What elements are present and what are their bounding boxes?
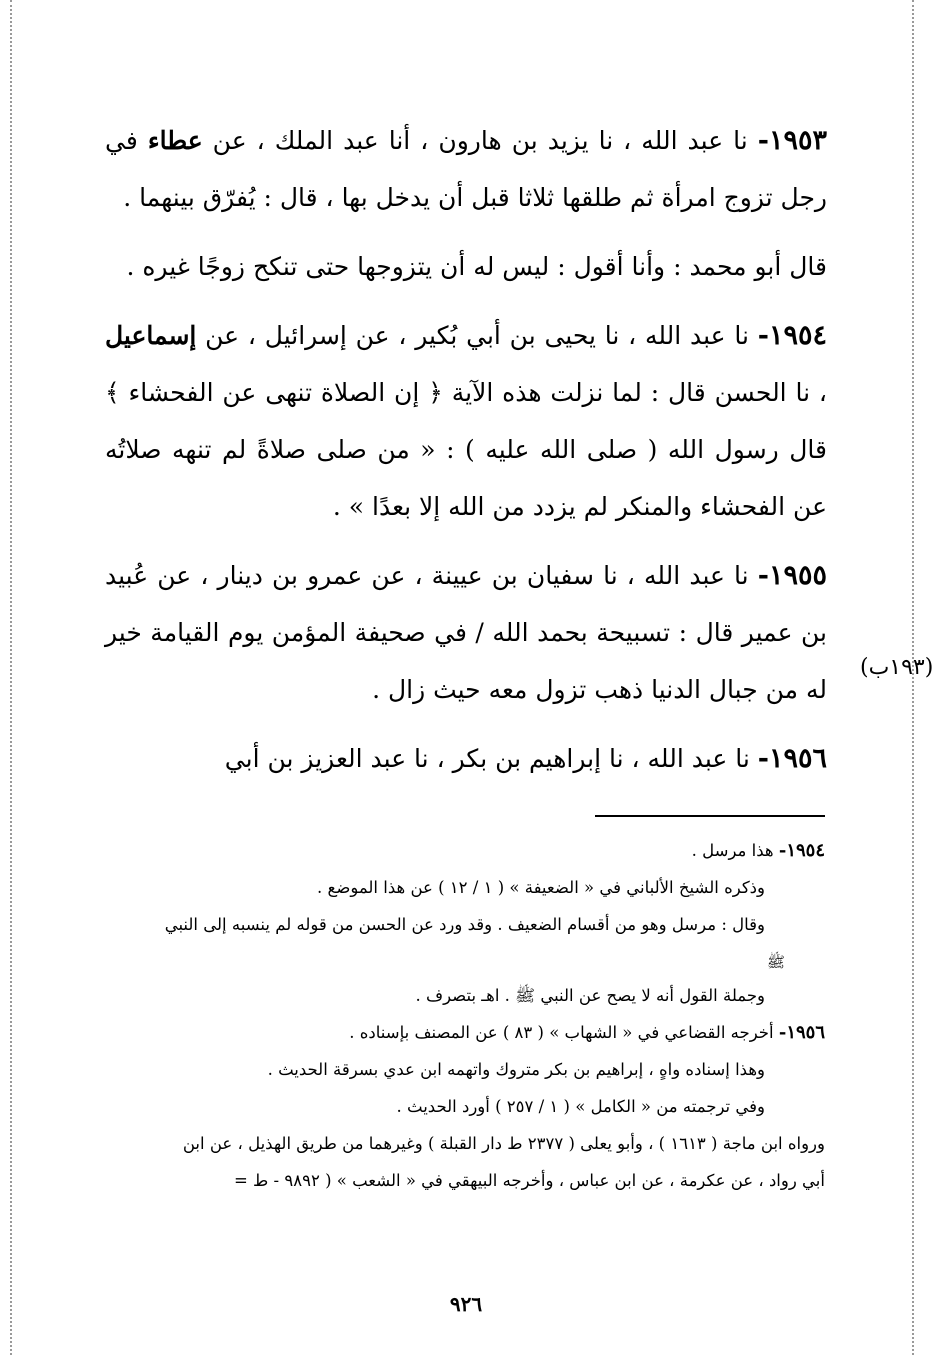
scan-border-left [10,0,12,1355]
paragraph-text: نا عبد الله ، نا إبراهيم بن بكر ، نا عبد العزيز بن أبي [224,744,758,773]
footnotes [100,832,825,1199]
hadith-number: ١٩٥٦- [757,743,827,774]
manuscript-folio-note: (١٩٣ب) [860,655,933,680]
main-text [105,112,827,799]
footnote-1956-line [100,1014,825,1051]
paragraph-text: نا عبد الله ، نا يزيد بن هارون ، أنا عبد الملك ، عن [202,126,758,155]
hadith-number: ١٩٥٥- [757,560,827,591]
footnote-1956-line: أبي رواد ، عن عكرمة ، عن ابن عباس ، وأخرجه البيهقي في « الشعب » ( ٩٨٩٢ - ط = [233,1171,825,1190]
page-number: ٩٢٦ [449,1292,483,1316]
footnote-number: ١٩٥٤- [778,840,825,861]
footnote-1954-line [100,943,825,977]
footnote-separator [595,815,825,817]
footnote-1956-line: وهذا إسناده واهٍ ، إبراهيم بن بكر متروك واتهمه ابن عدي بسرقة الحديث . [267,1060,765,1079]
footnote-number: ١٩٥٦- [778,1022,825,1043]
paragraph-1956 [105,730,827,787]
paragraph-1955 [105,547,827,718]
hadith-number: ١٩٥٣- [757,125,827,156]
footnote-1954-line: وقال : مرسل وهو من أقسام الضعيف . وقد ورد عن الحسن من قوله لم ينسبه إلى النبي [164,915,765,934]
hadith-number: ١٩٥٤- [757,320,827,351]
footnote-1954-line [100,832,825,869]
footnote-text: هذا مرسل . [691,841,779,860]
paragraph-1953 [105,112,827,226]
paragraph-text: نا عبد الله ، نا يحيى بن أبي بُكير ، عن إسرائيل ، عن [196,321,758,350]
paragraph-text: نا عبد الله ، نا سفيان بن عيينة ، عن عمرو بن دينار ، عن عُبيد بن عمير قال : تسبيحة بحمد الله / في صحيفة المؤمن يوم القيامة خير له من جبال الدنيا ذهب تزول معه حيث زال . [105,561,827,704]
paragraph-text: قال أبو محمد : وأنا أقول : ليس له أن يتزوجها حتى تنكح زوجًا غيره . [126,252,827,281]
paragraph-text: ، نا الحسن قال : لما نزلت هذه الآية ﴿ إن الصلاة تنهى عن الفحشاء ﴾ قال رسول الله ( صلى الله عليه ) : « من صلى صلاةً لم تنهه صلاتُه عن الفحشاء والمنكر لم يزدد من الله إلا بعدًا » . [105,378,827,521]
narrator-name: عطاء [147,126,203,155]
salawat-glyph: ﷺ [766,953,785,971]
paragraph-1954 [105,307,827,535]
footnote-1956-line: وفي ترجمته من « الكامل » ( ١ / ٢٥٧ ) أورد الحديث . [396,1097,765,1116]
paragraph-text: في رجل تزوج امرأة ثم طلقها ثلاثا قبل أن يدخل بها ، قال : يُفرّق بينهما . [105,126,827,212]
footnote-1956-line: ورواه ابن ماجة ( ١٦١٣ ) ، وأبو يعلى ( ٢٣٧٧ ط دار القبلة ) وغيرهما من طريق الهذيل ، عن ابن [182,1134,825,1153]
footnote-text: أخرجه القضاعي في « الشهاب » ( ٨٣ ) عن المصنف بإسناده . [349,1023,779,1042]
footnote-1954-line: وذكره الشيخ الألباني في « الضعيفة » ( ١ / ١٢ ) عن هذا الموضع . [317,878,765,897]
footnote-1954-line: وجملة القول أنه لا يصح عن النبي ﷺ . اهـ بتصرف . [415,986,765,1005]
paragraph-abu-muhammad [105,238,827,295]
narrator-name: إسماعيل [105,321,197,350]
